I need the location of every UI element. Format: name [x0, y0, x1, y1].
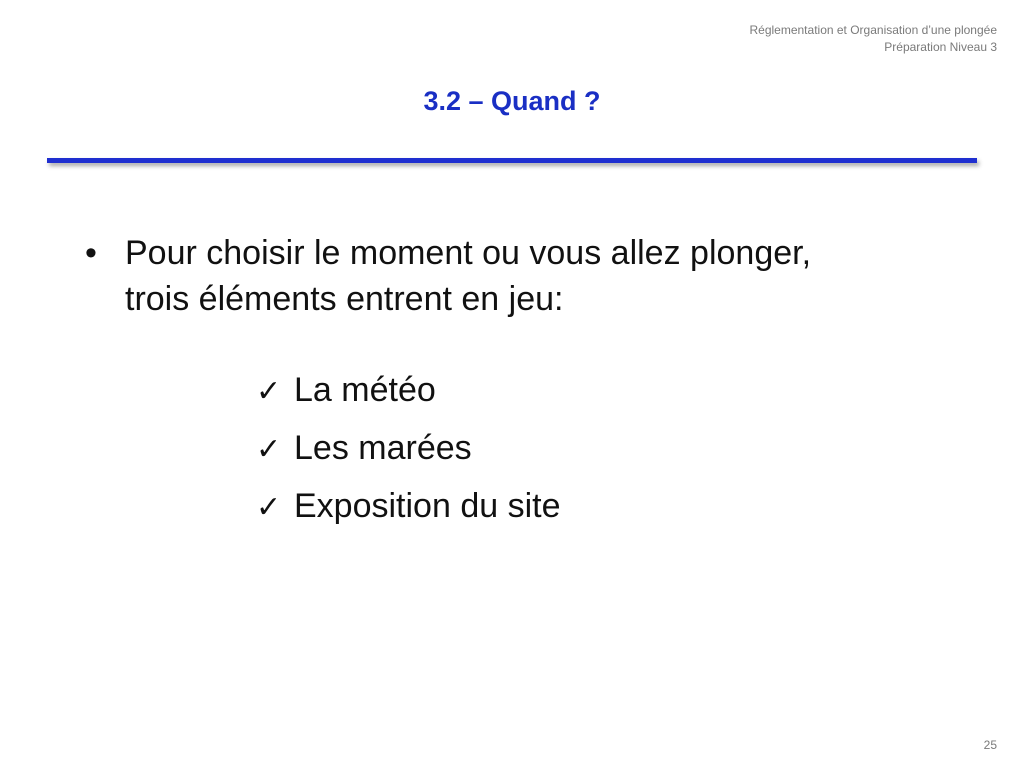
checklist-item-meteo [256, 362, 561, 420]
header-line-level: Préparation Niveau 3 [884, 40, 997, 54]
title-divider [47, 158, 977, 163]
header-note [749, 22, 997, 56]
page-number: 25 [983, 738, 997, 752]
checklist-item-label: La météo [294, 371, 436, 409]
bullet-text-line: trois éléments entrent en jeu: [125, 280, 564, 318]
check-icon: ✓ [256, 491, 282, 524]
check-icon: ✓ [256, 433, 282, 466]
checklist [256, 362, 561, 536]
bullet-text-line: Pour choisir le moment ou vous allez plonger, [125, 234, 812, 272]
checklist-item-label: Exposition du site [294, 487, 561, 525]
checklist-item-exposition [256, 478, 561, 536]
bullet-text [125, 230, 965, 322]
check-icon: ✓ [256, 375, 282, 408]
bullet-icon: • [85, 234, 97, 272]
checklist-item-marees [256, 420, 561, 478]
bullet-item [85, 230, 965, 322]
checklist-item-label: Les marées [294, 429, 472, 467]
header-line-course: Réglementation et Organisation d’une plongée [749, 23, 997, 37]
slide-title: 3.2 – Quand ? [423, 86, 601, 116]
